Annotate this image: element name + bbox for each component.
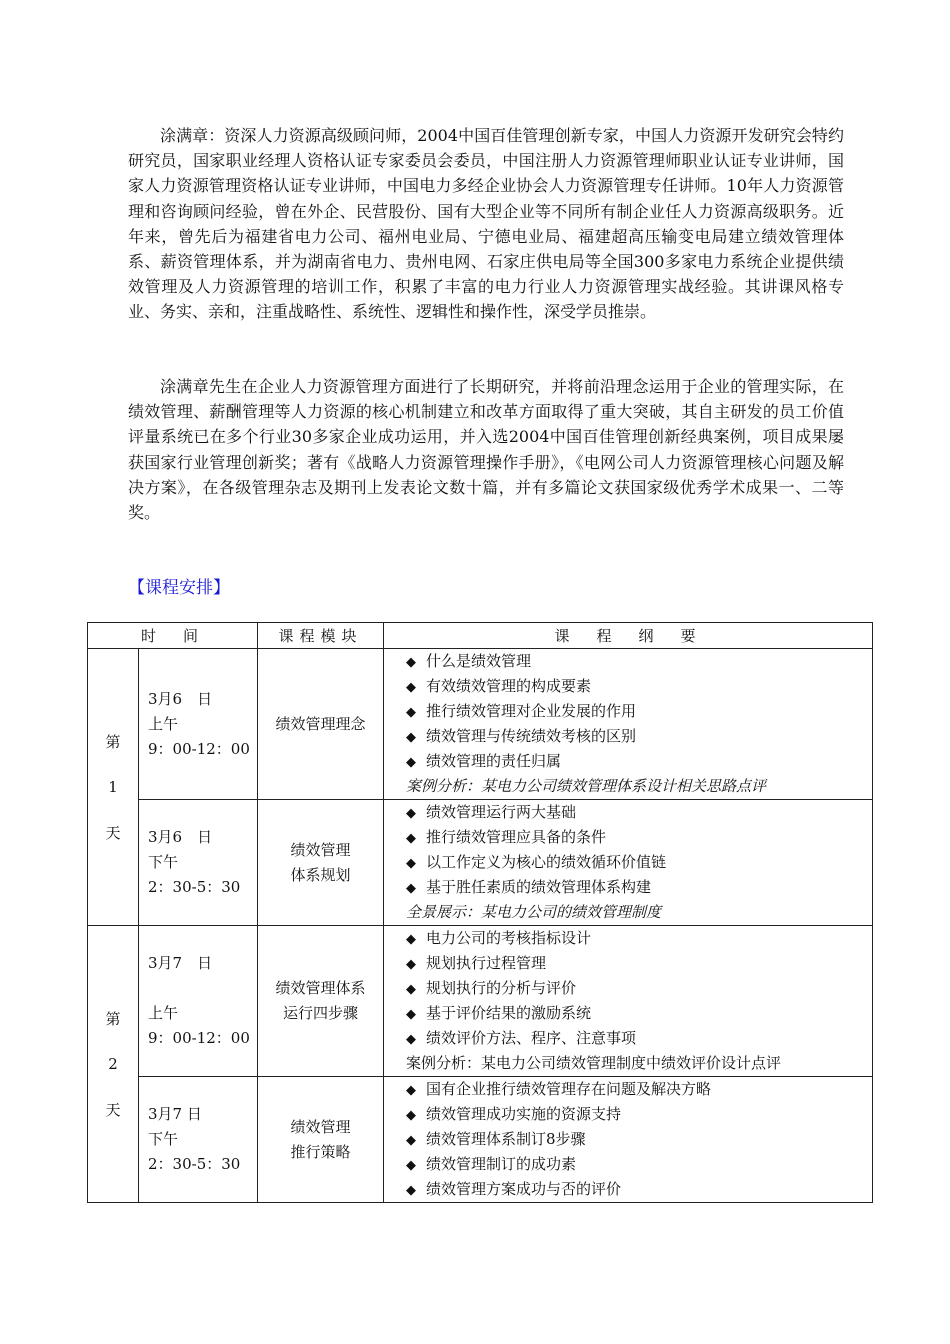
outline-item <box>406 926 872 951</box>
session-module-cell <box>258 926 384 1077</box>
outline-item <box>406 1001 872 1026</box>
outline-item <box>406 1077 872 1102</box>
outline-item-text: 绩效管理与传统绩效考核的区别 <box>426 727 637 745</box>
diamond-bullet-icon: ◆ <box>406 655 416 670</box>
outline-item <box>406 1026 872 1051</box>
session-time-line: 3月7 日 <box>148 954 213 972</box>
outline-item-text: 绩效管理的责任归属 <box>426 752 562 770</box>
session-outline-cell <box>384 649 873 800</box>
session-time-line: 2：30-5：30 <box>148 878 241 896</box>
diamond-bullet-icon: ◆ <box>406 957 416 972</box>
session-time-line: 下午 <box>148 1130 179 1148</box>
diamond-bullet-icon: ◆ <box>406 932 416 947</box>
outline-item <box>406 749 872 774</box>
diamond-bullet-icon: ◆ <box>406 1158 416 1173</box>
diamond-bullet-icon: ◆ <box>406 982 416 997</box>
session-module <box>258 712 383 737</box>
outline-item-text: 电力公司的考核指标设计 <box>426 929 592 947</box>
session-module-line: 绩效管理 <box>290 840 351 859</box>
schedule-row <box>88 800 873 926</box>
diamond-bullet-icon: ◆ <box>406 1032 416 1047</box>
diamond-bullet-icon: ◆ <box>406 730 416 745</box>
outline-item-text: 以工作定义为核心的绩效循环价值链 <box>426 853 667 871</box>
session-module-cell <box>258 649 384 800</box>
outline-list <box>384 800 872 900</box>
session-time-line: 9：00-12：00 <box>148 1029 250 1047</box>
session-time-line: 3月7 日 <box>148 1105 202 1123</box>
session-module-line: 体系规划 <box>290 865 351 884</box>
session-time-line: 3月6 日 <box>148 828 213 846</box>
session-time-line <box>148 976 257 1001</box>
outline-item <box>406 699 872 724</box>
session-module-line: 绩效管理 <box>290 1117 351 1136</box>
outline-item <box>406 724 872 749</box>
diamond-bullet-icon: ◆ <box>406 806 416 821</box>
diamond-bullet-icon: ◆ <box>406 1007 416 1022</box>
diamond-bullet-icon: ◆ <box>406 1108 416 1123</box>
section-title: 【课程安排】 <box>128 578 230 598</box>
session-time-line: 上午 <box>148 1004 179 1022</box>
case-note: 案例分析：某电力公司绩效管理体系设计相关思路点评 <box>406 777 767 795</box>
schedule-row <box>88 926 873 1077</box>
session-module <box>258 976 383 1026</box>
session-module <box>258 1115 383 1165</box>
outline-item <box>406 825 872 850</box>
outline-item <box>406 850 872 875</box>
session-outline-cell <box>384 1077 873 1203</box>
session-time-line: 下午 <box>148 853 179 871</box>
outline-item <box>406 1152 872 1177</box>
case-note: 全景展示：某电力公司的绩效管理制度 <box>406 903 662 921</box>
session-module <box>258 838 383 888</box>
diamond-bullet-icon: ◆ <box>406 831 416 846</box>
session-time <box>139 951 257 1051</box>
outline-item-text: 有效绩效管理的构成要素 <box>426 677 592 695</box>
outline-item-text: 规划执行过程管理 <box>426 954 547 972</box>
session-outline-cell <box>384 800 873 926</box>
day-label <box>88 1008 138 1120</box>
table-header-row <box>88 623 873 649</box>
outline-list <box>384 926 872 1051</box>
outline-item-text: 绩效管理运行两大基础 <box>426 803 577 821</box>
schedule-row <box>88 649 873 800</box>
day-label-char: 2 <box>108 1055 118 1073</box>
session-module-cell <box>258 1077 384 1203</box>
session-outline-cell <box>384 926 873 1077</box>
outline-item-text: 推行绩效管理对企业发展的作用 <box>426 702 637 720</box>
diamond-bullet-icon: ◆ <box>406 1183 416 1198</box>
day-label-char: 第 <box>105 1010 121 1028</box>
bio-paragraph-1: 涂满章：资深人力资源高级顾问师，2004中国百佳管理创新专家，中国人力资源开发研究会特约研究员，国家职业经理人资格认证专家委员会委员，中国注册人力资源管理师职业认证专业讲师，国家人力资源管理资格认证专业讲师，中国电力多经企业协会人力资源管理专任讲师。10年人力资源管理和咨询顾问经验，曾在外企、民营股份、国有大型企业等不同所有制企业任人力资源高级职务。近年来，曾先后为福建省电力公司、福州电业局、宁德电业局、福建超高压输变电局建立绩效管理体系、薪资管理体系，并为湖南省电力、贵州电网、石家庄供电局等全国300多家电力系统企业提供绩效管理及人力资源管理的培训工作，积累了丰富的电力行业人力资源管理实战经验。其讲课风格专业、务实、亲和，注重战略性、系统性、逻辑性和操作性，深受学员推崇。 <box>128 126 844 322</box>
session-time-line: 9：00-12：00 <box>148 739 250 758</box>
diamond-bullet-icon: ◆ <box>406 755 416 770</box>
schedule-table <box>87 622 873 1203</box>
diamond-bullet-icon: ◆ <box>406 856 416 871</box>
session-time-line: 3月6 日 <box>148 689 213 708</box>
session-module-line: 绩效管理体系 <box>275 979 366 997</box>
outline-item-text: 推行绩效管理应具备的条件 <box>426 828 607 846</box>
session-time-cell <box>139 926 258 1077</box>
day-label-char: 1 <box>108 778 118 796</box>
outline-list <box>384 1077 872 1202</box>
session-time-line: 2：30-5：30 <box>148 1155 241 1173</box>
outline-item-text: 绩效管理成功实施的资源支持 <box>426 1105 622 1123</box>
case-note: 案例分析：某电力公司绩效管理制度中绩效评价设计点评 <box>406 1054 782 1072</box>
session-time <box>139 687 257 762</box>
outline-item-text: 国有企业推行绩效管理存在问题及解决方略 <box>426 1080 712 1098</box>
diamond-bullet-icon: ◆ <box>406 705 416 720</box>
outline-item <box>406 649 872 674</box>
outline-item-text: 绩效评价方法、程序、注意事项 <box>426 1029 637 1047</box>
session-time-cell <box>139 800 258 926</box>
day-label-char: 天 <box>105 1101 121 1119</box>
session-time-cell <box>139 1077 258 1203</box>
session-time <box>139 825 257 900</box>
diamond-bullet-icon: ◆ <box>406 881 416 896</box>
session-module-line: 运行四步骤 <box>282 1004 358 1022</box>
diamond-bullet-icon: ◆ <box>406 680 416 695</box>
outline-item <box>406 976 872 1001</box>
header-time: 时 间 <box>88 623 258 649</box>
day-label-cell <box>88 649 139 926</box>
schedule-row <box>88 1077 873 1203</box>
session-module-cell <box>258 800 384 926</box>
session-time <box>139 1102 257 1177</box>
outline-item <box>406 1127 872 1152</box>
day-label-char: 天 <box>105 824 121 842</box>
diamond-bullet-icon: ◆ <box>406 1083 416 1098</box>
day-label-char: 第 <box>105 733 121 751</box>
outline-item <box>406 1102 872 1127</box>
outline-item <box>406 1177 872 1202</box>
outline-item-text: 基于胜任素质的绩效管理体系构建 <box>426 878 652 896</box>
header-module: 课程模块 <box>258 623 384 649</box>
session-time-cell <box>139 649 258 800</box>
outline-item-text: 绩效管理体系制订8步骤 <box>426 1130 586 1148</box>
session-time-line: 上午 <box>148 714 179 733</box>
outline-item-text: 规划执行的分析与评价 <box>426 979 577 997</box>
outline-list <box>384 649 872 774</box>
session-module-line: 绩效管理理念 <box>275 714 366 733</box>
outline-item-text: 绩效管理制订的成功素 <box>426 1155 577 1173</box>
day-label-cell <box>88 926 139 1203</box>
outline-item <box>406 800 872 825</box>
outline-item <box>406 674 872 699</box>
session-module-line: 推行策略 <box>290 1142 351 1161</box>
outline-item-text: 绩效管理方案成功与否的评价 <box>426 1180 622 1198</box>
day-label <box>88 731 138 843</box>
outline-item <box>406 875 872 900</box>
header-outline: 课 程 纲 要 <box>384 623 873 649</box>
outline-item-text: 基于评价结果的激励系统 <box>426 1004 592 1022</box>
diamond-bullet-icon: ◆ <box>406 1133 416 1148</box>
bio-paragraph-2: 涂满章先生在企业人力资源管理方面进行了长期研究，并将前沿理念运用于企业的管理实际，在绩效管理、薪酬管理等人力资源的核心机制建立和改革方面取得了重大突破，其自主研发的员工价值评量系统已在多个行业30多家企业成功运用，并入选2004中国百佳管理创新经典案例，项目成果屡获国家行业管理创新奖；著有《战略人力资源管理操作手册》，《电网公司人力资源管理核心问题及解决方案》，在各级管理杂志及期刊上发表论文数十篇，并有多篇论文获国家级优秀学术成果一、二等奖。 <box>128 377 844 523</box>
outline-item-text: 什么是绩效管理 <box>426 652 532 670</box>
outline-item <box>406 951 872 976</box>
